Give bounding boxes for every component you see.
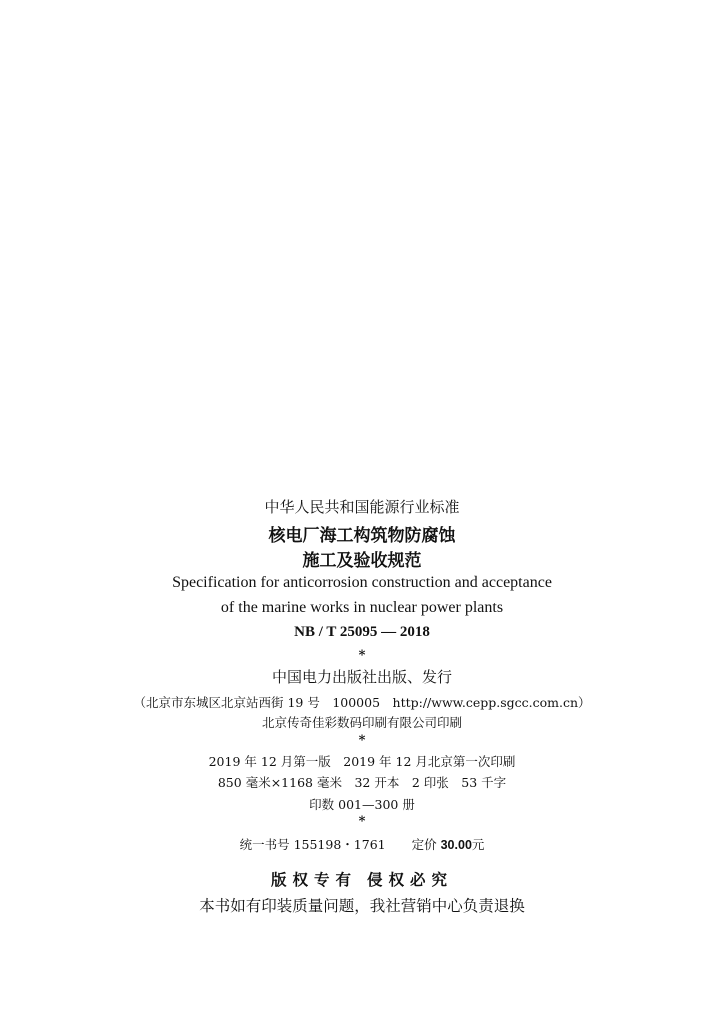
isbn-price-line (0, 835, 724, 853)
copyright-notice (0, 868, 724, 890)
copyright-right: 侵权必究 (367, 871, 454, 889)
separator-star: * (358, 814, 366, 829)
publisher-address: （北京市东城区北京站西街 19 号 100005 http://www.cepp.sgcc.com.cn） (133, 695, 591, 710)
price-value: 30.00 (440, 838, 472, 852)
price-unit: 元 (471, 837, 485, 852)
isbn-label: 统一书号 155198・1761 (239, 837, 386, 852)
standard-code: NB / T 25095 — 2018 (294, 624, 430, 640)
title-en-line1: Specification for anticorrosion construction and acceptance (172, 574, 552, 591)
price-label: 定价 (411, 837, 437, 852)
title-cn-line2: 施工及验收规范 (302, 551, 422, 571)
standard-category: 中华人民共和国能源行业标准 (264, 498, 460, 516)
return-notice: 本书如有印装质量问题，我社营销中心负责退换 (199, 897, 525, 915)
format-info: 850 毫米×1168 毫米 32 开本 2 印张 53 千字 (217, 775, 507, 790)
title-en-line2: of the marine works in nuclear power plants (220, 599, 504, 616)
print-run: 印数 001—300 册 (309, 797, 415, 812)
separator-star: * (358, 648, 366, 663)
copyright-left: 版权专有 (270, 871, 357, 889)
separator-star: * (358, 733, 366, 748)
title-cn-line1: 核电厂海工构筑物防腐蚀 (268, 526, 456, 546)
publisher: 中国电力出版社出版、发行 (271, 668, 452, 686)
edition-info: 2019 年 12 月第一版 2019 年 12 月北京第一次印刷 (208, 754, 516, 769)
printer: 北京传奇佳彩数码印刷有限公司印刷 (261, 715, 462, 730)
